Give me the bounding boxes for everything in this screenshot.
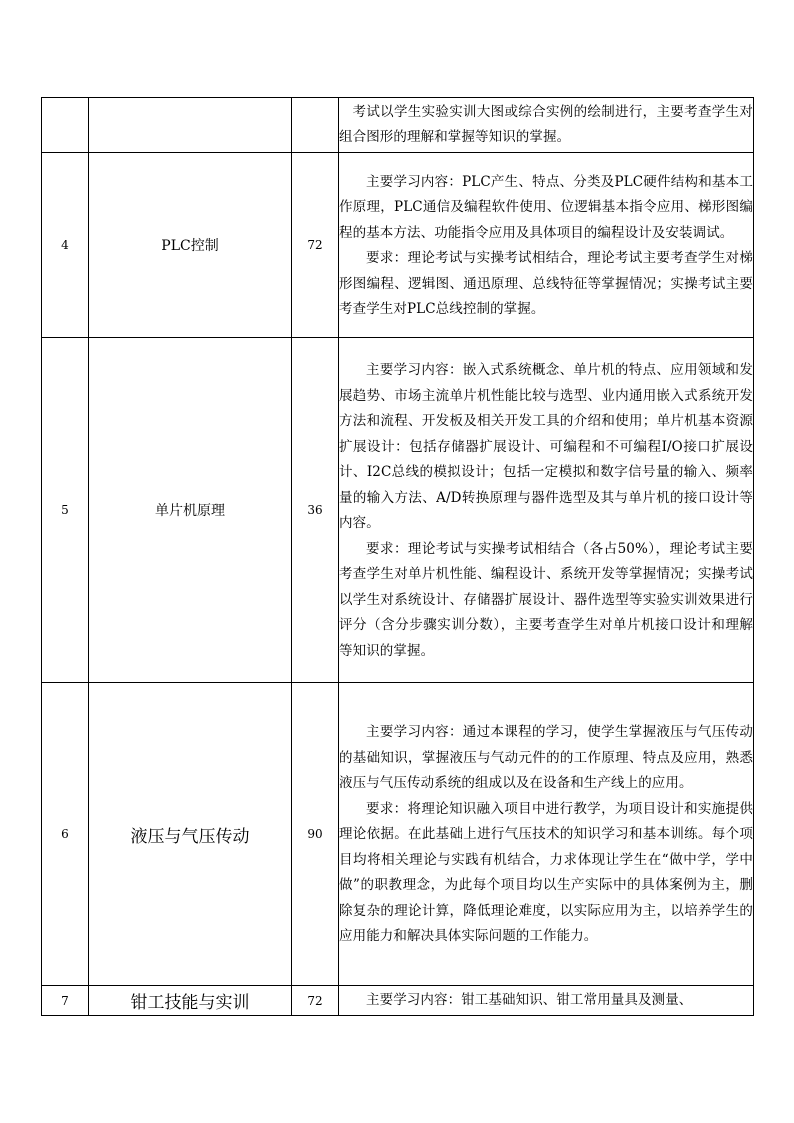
course-name: 单片机原理: [89, 338, 292, 683]
table-row: [42, 338, 754, 683]
description-paragraph: 主要学习内容：通过本课程的学习，使学生掌握液压与气压传动的基础知识，掌握液压与气动元件的的工作原理、特点及应用，熟悉液压与气压传动系统的组成以及在设备和生产线上的应用。: [339, 724, 753, 792]
description-paragraph: 主要学习内容：钳工基础知识、钳工常用量具及测量、: [366, 991, 693, 1008]
table-row: [42, 153, 754, 338]
course-description: [339, 338, 754, 683]
course-name: [89, 98, 292, 153]
course-hours: 90: [292, 683, 339, 986]
course-name: 钳工技能与实训: [89, 986, 292, 1016]
course-name: 液压与气压传动: [89, 683, 292, 986]
row-number: 7: [42, 986, 89, 1016]
course-hours: 36: [292, 338, 339, 683]
description-paragraph: 主要学习内容：嵌入式系统概念、单片机的特点、应用领域和发展趋势、市场主流单片机性能比较与选型、业内通用嵌入式系统开发方法和流程、开发板及相关开发工具的介绍和使用；单片机基本资源扩展设计：包括存储器扩展设计、可编程和不可编程I/O接口扩展设计、I2C总线的模拟设计；包括一定模拟和数字信号量的输入、频率量的输入方法、A/D转换原理与器件选型及其与单片机的接口设计等内容。: [339, 362, 753, 531]
row-number: 4: [42, 153, 89, 338]
course-hours: [292, 98, 339, 153]
course-description: [339, 153, 754, 338]
course-description: [339, 98, 754, 153]
table-row: [42, 986, 754, 1016]
table-row: [42, 683, 754, 986]
course-description: [339, 683, 754, 986]
course-hours: 72: [292, 986, 339, 1016]
row-number: [42, 98, 89, 153]
row-number: 6: [42, 683, 89, 986]
course-description: [339, 986, 754, 1016]
description-paragraph: 要求：理论考试与实操考试相结合，理论考试主要考查学生对梯形图编程、逻辑图、通迅原理、总线特征等掌握情况；实操考试主要考查学生对PLC总线控制的掌握。: [339, 250, 753, 317]
course-hours: 72: [292, 153, 339, 338]
course-table: [41, 97, 754, 1016]
description-paragraph: 考试以学生实验实训大图或综合实例的绘制进行，主要考查学生对组合图形的理解和掌握等知识的掌握。: [339, 103, 753, 145]
table-row: [42, 98, 754, 153]
row-number: 5: [42, 338, 89, 683]
description-paragraph: 主要学习内容：PLC产生、特点、分类及PLC硬件结构和基本工作原理，PLC通信及编程软件使用、位逻辑基本指令应用、梯形图编程的基本方法、功能指令应用及具体项目的编程设计及安装调试。: [339, 173, 753, 241]
course-name: PLC控制: [89, 153, 292, 338]
description-paragraph: 要求：将理论知识融入项目中进行教学，为项目设计和实施提供理论依据。在此基础上进行气压技术的知识学习和基本训练。每个项目均将相关理论与实践有机结合，力求体现让学生在“做中学，学中做”的职教理念，为此每个项目均以生产实际中的具体案例为主，删除复杂的理论计算，降低理论难度，以实际应用为主，以培养学生的应用能力和解决具体实际问题的工作能力。: [339, 800, 753, 945]
description-paragraph: 要求：理论考试与实操考试相结合（各占50%），理论考试主要考查学生对单片机性能、编程设计、系统开发等掌握情况；实操考试以学生对系统设计、存储器扩展设计、器件选型等实验实训效果进行评分（含分步骤实训分数），主要考查学生对单片机接口设计和理解等知识的掌握。: [339, 540, 753, 659]
